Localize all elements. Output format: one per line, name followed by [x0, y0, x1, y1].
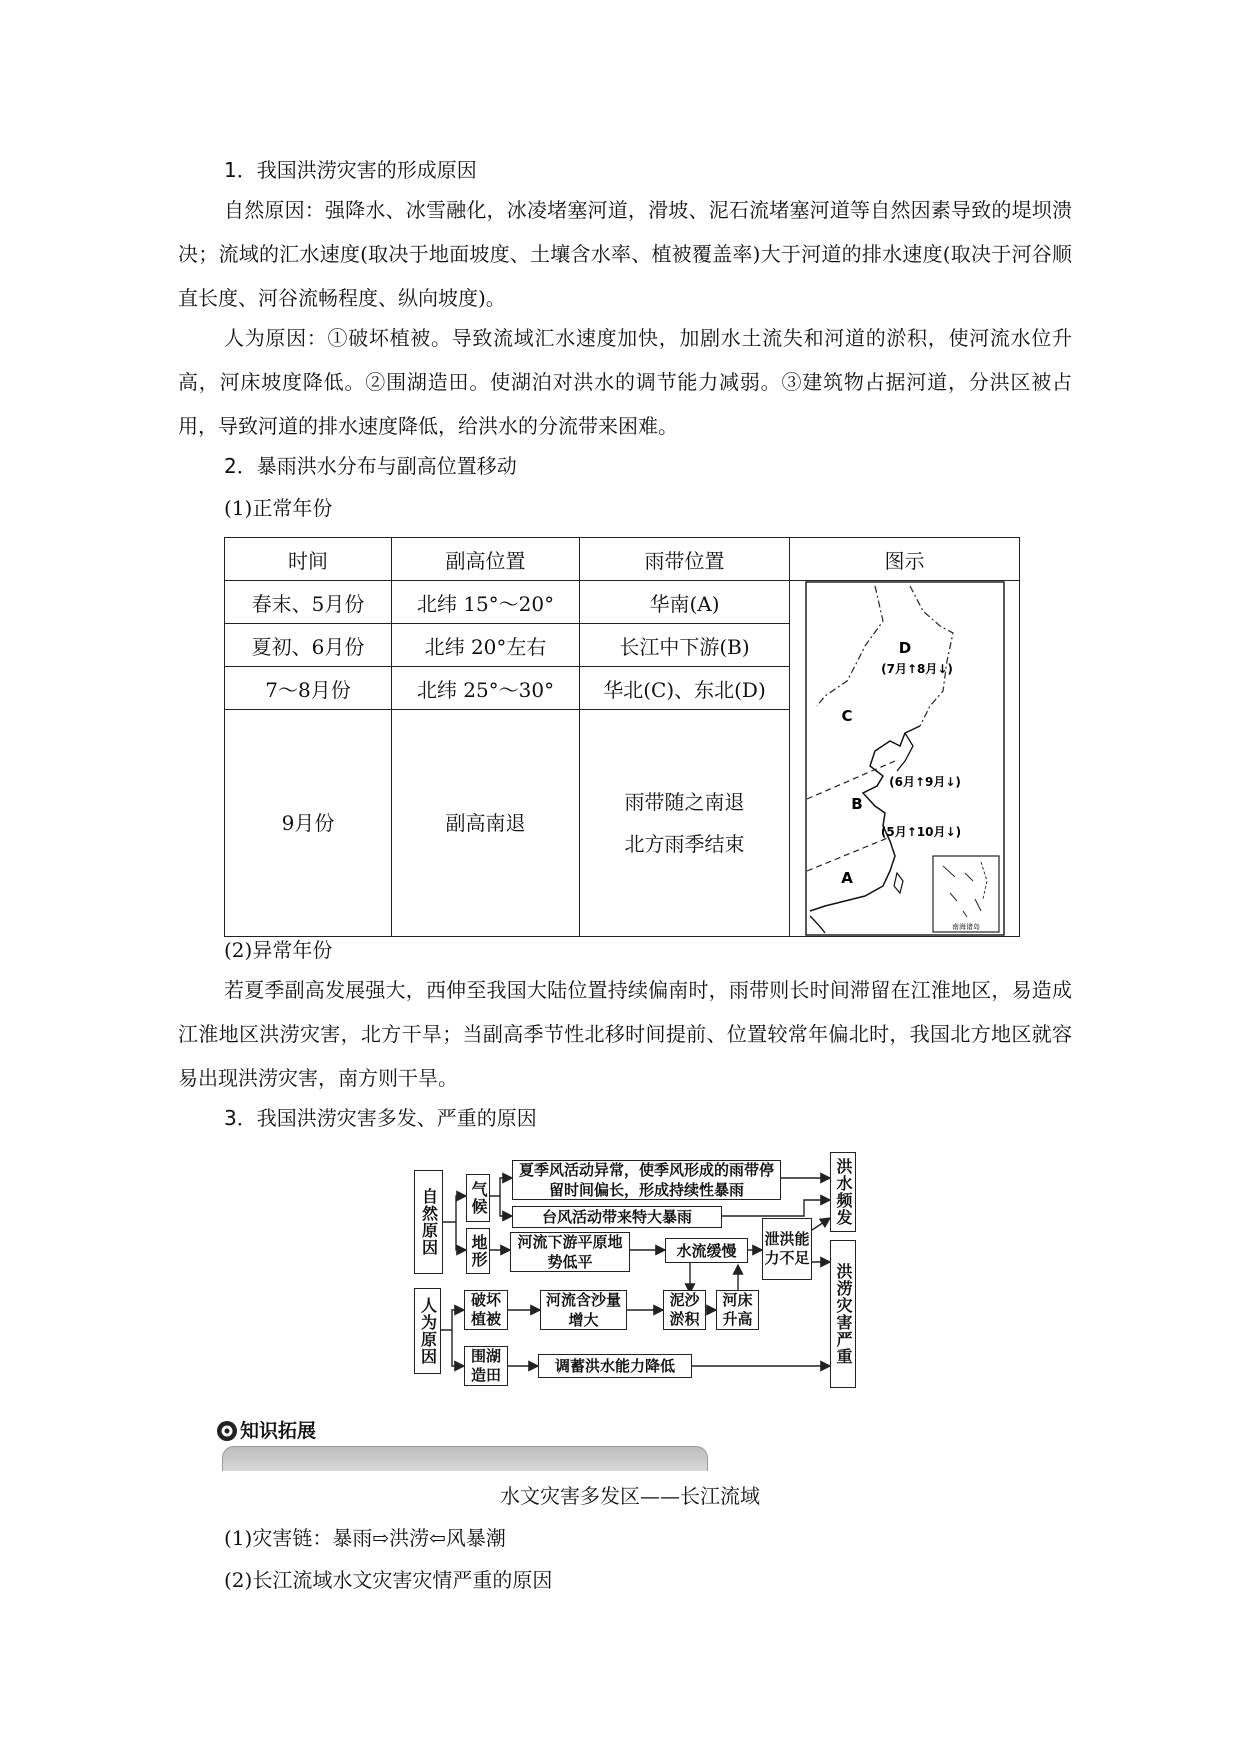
map-label-b: B [850, 795, 863, 813]
flood-severe-box: 洪涝灾害严重 [830, 1240, 856, 1388]
section1-heading: 1．我国洪涝灾害的形成原因 [224, 158, 477, 182]
cell-time: 夏初、6月份 [225, 624, 392, 667]
cell-rainband: 华北(C)、东北(D) [580, 667, 790, 710]
map-label-d: D [898, 639, 911, 657]
slow-flow-box: 水流缓慢 [665, 1238, 748, 1263]
cell-position: 副高南退 [392, 710, 580, 937]
cell-rainband: 长江中下游(B) [580, 624, 790, 667]
arrow-label-jun-sep: (6月↑9月↓) [888, 775, 961, 789]
typhoon-rainstorm-box: 台风活动带来特大暴雨 [512, 1206, 722, 1228]
knowledge-expansion-icon [216, 1420, 238, 1442]
normal-year-label: (1)正常年份 [224, 496, 333, 520]
header-high-position: 副高位置 [392, 538, 580, 581]
section2-heading: 2．暴雨洪水分布与副高位置移动 [224, 454, 517, 478]
section3-heading: 3．我国洪涝灾害多发、严重的原因 [224, 1106, 537, 1130]
abnormal-year-label: (2)异常年份 [224, 938, 333, 962]
cell-position: 北纬 15°～20° [392, 581, 580, 624]
abnormal-year-paragraph: 若夏季副高发展强大，西伸至我国大陆位置持续偏南时，雨带则长时间滞留在江淮地区，易造成江淮地区洪涝灾害，北方干旱；当副高季节性北移时间提前、位置较常年偏北时，我国北方地区就容易出现洪涝灾害，南方则干旱。 [178, 978, 1072, 1090]
silt-deposit-box: 泥沙淤积 [663, 1290, 706, 1330]
monsoon-anomaly-box: 夏季风活动异常，使季风形成的雨带停留时间偏长，形成持续性暴雨 [512, 1160, 781, 1200]
header-diagram: 图示 [790, 538, 1020, 581]
natural-causes-box: 自然原因 [414, 1170, 443, 1274]
map-label-c: C [840, 707, 853, 725]
natural-causes-paragraph: 自然原因：强降水、冰雪融化，冰凌堵塞河道，滑坡、泥石流堵塞河道等自然因素导致的堤坝溃决；流域的汇水速度(取决于地面坡度、土壤含水率、植被覆盖率)大于河道的排水速度(取决于河谷顺直长度、河谷流畅程度、纵向坡度)。 [178, 198, 1072, 310]
disaster-chain-item: (1)灾害链：暴雨⇨洪涝⇦风暴潮 [224, 1526, 506, 1550]
expansion-banner [222, 1446, 708, 1471]
drainage-capacity-box: 泄洪能力不足 [762, 1218, 812, 1280]
low-plain-box: 河流下游平原地势低平 [510, 1232, 630, 1272]
rainband-retreat: 雨带随之南退 [624, 790, 745, 814]
cell-rainband: 华南(A) [580, 581, 790, 624]
cell-position: 北纬 20°左右 [392, 624, 580, 667]
lake-reclamation-box: 围湖造田 [464, 1346, 508, 1386]
knowledge-expansion-title: 知识拓展 [240, 1420, 317, 1442]
terrain-box: 地形 [466, 1228, 490, 1274]
deforestation-box: 破坏植被 [464, 1290, 508, 1330]
yangtze-causes-item: (2)长江流域水文灾害灾情严重的原因 [224, 1568, 553, 1592]
human-causes-paragraph: 人为原因：①破坏植被。导致流域汇水速度加快，加剧水土流失和河道的淤积，使河流水位升高，河床坡度降低。②围湖造田。使湖泊对洪水的调节能力减弱。③建筑物占据河道，分洪区被占用，导致河道的排水速度降低，给洪水的分流带来困难。 [178, 326, 1072, 438]
inset-label: 南海诸岛 [951, 923, 980, 931]
header-rainband-position: 雨带位置 [580, 538, 790, 581]
cell-time: 7～8月份 [225, 667, 392, 710]
arrow-label-jul-aug: (7月↑8月↓) [880, 662, 953, 676]
expansion-subtitle: 水文灾害多发区——长江流域 [500, 1484, 760, 1508]
arrow-label-may-oct: (5月↑10月↓) [880, 825, 961, 839]
flood-frequent-box: 洪水频发 [830, 1152, 856, 1232]
regulation-decline-box: 调蓄洪水能力降低 [538, 1354, 692, 1378]
human-causes-box: 人为原因 [414, 1288, 441, 1374]
riverbed-rise-box: 河床升高 [716, 1290, 759, 1330]
header-time: 时间 [225, 538, 392, 581]
north-rainy-season-end: 北方雨季结束 [624, 832, 745, 856]
cell-time: 9月份 [225, 710, 392, 937]
cell-position: 北纬 25°～30° [392, 667, 580, 710]
sediment-increase-box: 河流含沙量增大 [540, 1290, 627, 1330]
map-label-a: A [840, 869, 853, 887]
cell-time: 春末、5月份 [225, 581, 392, 624]
climate-box: 气候 [466, 1174, 490, 1222]
